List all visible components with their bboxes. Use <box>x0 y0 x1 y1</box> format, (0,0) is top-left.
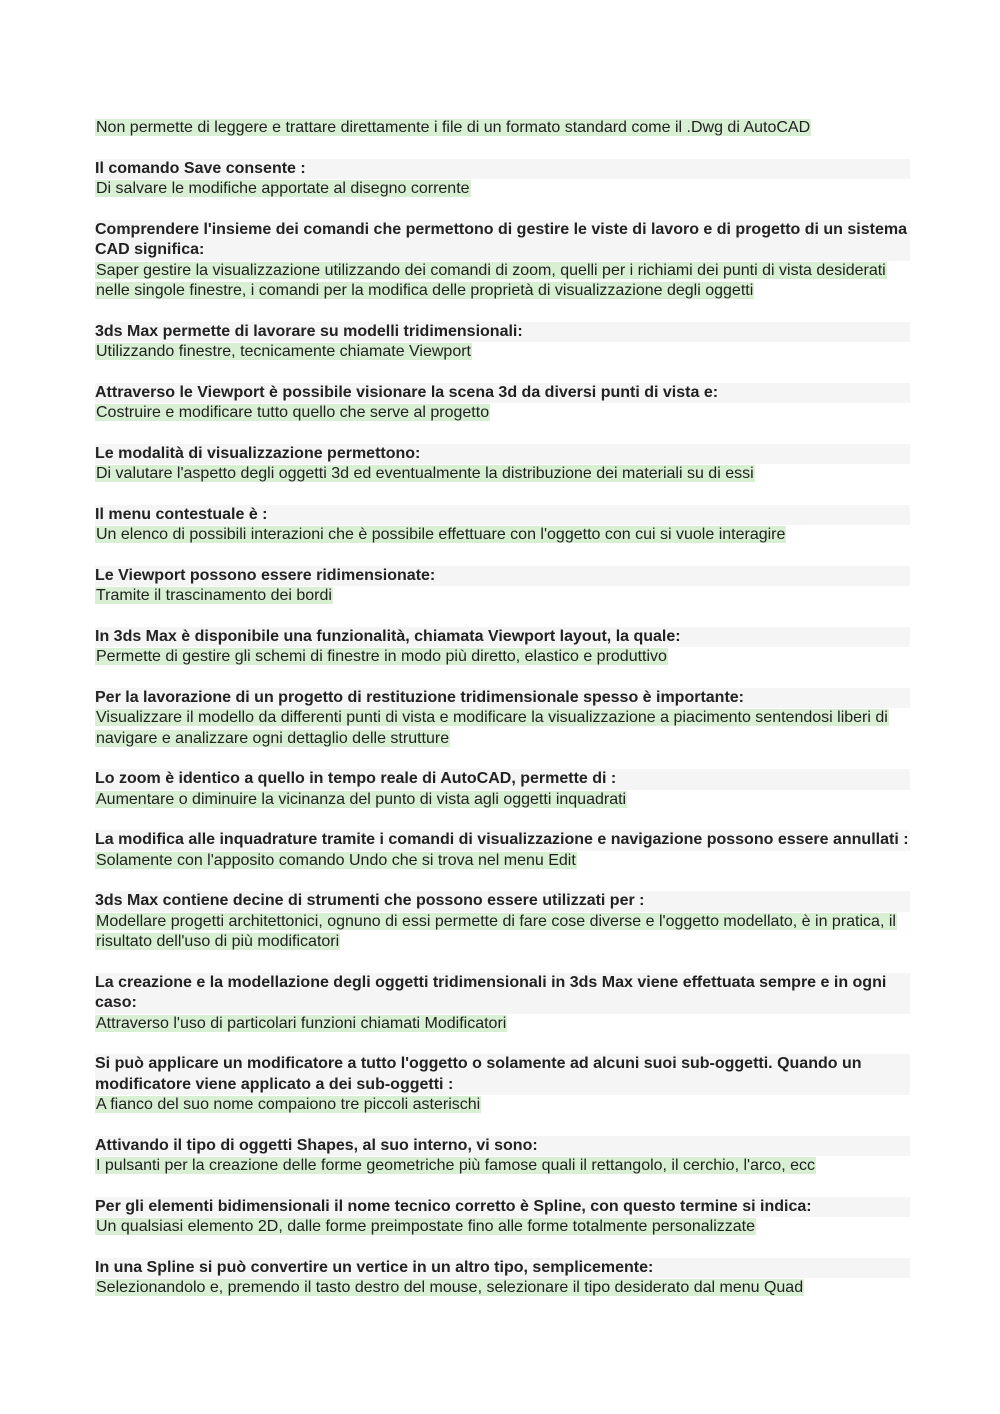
answer <box>95 179 910 200</box>
question: Per gli elementi bidimensionali il nome tecnico corretto è Spline, con questo termine si indica: <box>95 1197 910 1218</box>
question: Lo zoom è identico a quello in tempo reale di AutoCAD, permette di : <box>95 769 910 790</box>
qa-item-5 <box>95 444 910 485</box>
qa-item-12 <box>95 891 910 953</box>
qa-item-8 <box>95 627 910 668</box>
qa-item-17 <box>95 1258 910 1299</box>
answer <box>95 1156 910 1177</box>
question: 3ds Max permette di lavorare su modelli tridimensionali: <box>95 322 910 343</box>
question: Il menu contestuale è : <box>95 505 910 526</box>
answer <box>95 1278 910 1299</box>
answer-highlight: Di salvare le modifiche apportate al disegno corrente <box>96 180 470 197</box>
answer-highlight: Aumentare o diminuire la vicinanza del punto di vista agli oggetti inquadrati <box>96 790 627 808</box>
answer <box>95 342 910 363</box>
question: Si può applicare un modificatore a tutto l'oggetto o solamente ad alcuni suoi sub-oggetti. Quando un modificatore viene applicato a dei sub-oggetti : <box>95 1054 910 1095</box>
answer-highlight: Selezionandolo e, premendo il tasto destro del mouse, selezionare il tipo desiderato dal menu Quad <box>96 1279 804 1296</box>
question: Per la lavorazione di un progetto di restituzione tridimensionale spesso è importante: <box>95 688 910 709</box>
question: In 3ds Max è disponibile una funzionalità, chiamata Viewport layout, la quale: <box>95 627 910 648</box>
answer-highlight: Visualizzare il modello da differenti punti di vista e modificare la visualizzazione a piacimento sentendosi liberi di navigare e analizzare ogni dettaglio delle strutture <box>96 709 888 747</box>
answer <box>95 790 910 811</box>
qa-item-16 <box>95 1197 910 1238</box>
qa-item-9 <box>95 688 910 750</box>
answer-highlight: Non permette di leggere e trattare direttamente i file di un formato standard come il .Dwg di AutoCAD <box>96 119 811 136</box>
answer-highlight: Permette di gestire gli schemi di finestre in modo più diretto, elastico e produttivo <box>96 648 667 665</box>
qa-item-4 <box>95 383 910 424</box>
answer <box>95 1217 910 1238</box>
answer-highlight: Utilizzando finestre, tecnicamente chiamate Viewport <box>96 343 471 360</box>
qa-item-14 <box>95 1054 910 1116</box>
qa-item-1 <box>95 159 910 200</box>
answer <box>95 525 910 546</box>
answer-highlight: Modellare progetti architettonici, ognuno di essi permette di fare cose diverse e l'oggetto modellato, è in pratica, il risultato dell'uso di più modificatori <box>96 912 896 950</box>
answer-highlight: Tramite il trascinamento dei bordi <box>96 587 332 604</box>
answer <box>95 1095 910 1116</box>
lead-answer <box>95 118 910 139</box>
qa-item-2 <box>95 220 910 302</box>
question: Le modalità di visualizzazione permettono: <box>95 444 910 465</box>
qa-item-11 <box>95 830 910 871</box>
question: Le Viewport possono essere ridimensionate: <box>95 566 910 587</box>
qa-item-3 <box>95 322 910 363</box>
answer-highlight: Solamente con l'apposito comando Undo che si trova nel menu Edit <box>96 851 576 869</box>
answer-highlight: I pulsanti per la creazione delle forme geometriche più famose quali il rettangolo, il cerchio, l'arco, ecc <box>96 1157 815 1174</box>
qa-item-6 <box>95 505 910 546</box>
answer <box>95 912 910 953</box>
answer <box>95 403 910 424</box>
answer <box>95 708 910 749</box>
question-list <box>95 159 910 1299</box>
question: La modifica alle inquadrature tramite i comandi di visualizzazione e navigazione possono essere annullati : <box>95 830 910 851</box>
answer <box>95 261 910 302</box>
question: 3ds Max contiene decine di strumenti che possono essere utilizzati per : <box>95 891 910 912</box>
answer <box>95 464 910 485</box>
answer-highlight: Di valutare l'aspetto degli oggetti 3d ed eventualmente la distribuzione dei materiali su di essi <box>96 465 754 482</box>
answer <box>95 851 910 872</box>
question: Attivando il tipo di oggetti Shapes, al suo interno, vi sono: <box>95 1136 910 1157</box>
answer <box>95 647 910 668</box>
answer-highlight: Un qualsiasi elemento 2D, dalle forme preimpostate fino alle forme totalmente personalizzate <box>96 1218 756 1235</box>
question: Attraverso le Viewport è possibile visionare la scena 3d da diversi punti di vista e: <box>95 383 910 404</box>
qa-item-15 <box>95 1136 910 1177</box>
answer <box>95 586 910 607</box>
qa-item-13 <box>95 973 910 1035</box>
qa-item-10 <box>95 769 910 810</box>
question: In una Spline si può convertire un vertice in un altro tipo, semplicemente: <box>95 1258 910 1279</box>
document-page <box>95 118 910 1299</box>
answer-highlight: Attraverso l'uso di particolari funzioni chiamati Modificatori <box>96 1014 507 1032</box>
qa-item-7 <box>95 566 910 607</box>
question: La creazione e la modellazione degli oggetti tridimensionali in 3ds Max viene effettuata sempre e in ogni caso: <box>95 973 910 1014</box>
answer-highlight: Costruire e modificare tutto quello che serve al progetto <box>96 404 490 421</box>
answer <box>95 1014 910 1035</box>
answer-highlight: A fianco del suo nome compaiono tre piccoli asterischi <box>96 1096 481 1113</box>
question: Comprendere l'insieme dei comandi che permettono di gestire le viste di lavoro e di progetto di un sistema CAD significa: <box>95 220 910 261</box>
answer-highlight: Un elenco di possibili interazioni che è possibile effettuare con l'oggetto con cui si vuole interagire <box>96 526 786 543</box>
question: Il comando Save consente : <box>95 159 910 180</box>
answer-highlight: Saper gestire la visualizzazione utilizzando dei comandi di zoom, quelli per i richiami dei punti di vista desiderati nelle singole finestre, i comandi per la modifica delle proprietà di visualizzazione degli oggetti <box>96 261 886 299</box>
